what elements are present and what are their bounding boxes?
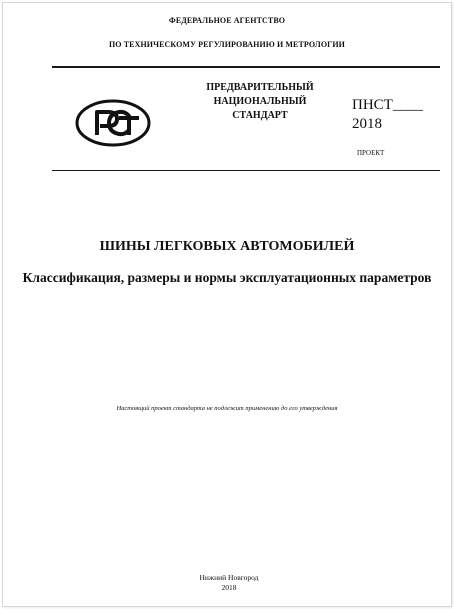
agency-name-line-1: ФЕДЕРАЛЬНОЕ АГЕНТСТВО: [168, 16, 286, 25]
standard-year: 2018: [352, 116, 382, 132]
publication-place: [0, 573, 454, 593]
document-subtitle: Классификация, размеры и нормы эксплуатационных параметров: [22, 270, 432, 285]
publication-city: Нижний Новгород: [199, 573, 259, 582]
publication-year: 2018: [221, 583, 237, 592]
draft-label: ПРОЕКТ: [357, 149, 385, 157]
approval-notice: Настоящий проект стандарта не подлежит применению до его утверждения: [116, 405, 338, 412]
standard-type-line-2: НАЦИОНАЛЬНЫЙ: [213, 96, 307, 107]
standard-type-line-1: ПРЕДВАРИТЕЛЬНЫЙ: [206, 82, 314, 93]
standard-type-line-3: СТАНДАРТ: [232, 110, 288, 121]
document-title: ШИНЫ ЛЕГКОВЫХ АВТОМОБИЛЕЙ: [99, 239, 355, 254]
rst-logo-icon: [75, 99, 151, 147]
header-bottom-divider: [52, 170, 440, 171]
standard-type: [190, 81, 330, 123]
agency-name-line-2: ПО ТЕХНИЧЕСКОМУ РЕГУЛИРОВАНИЮ И МЕТРОЛОГИИ: [108, 40, 346, 49]
header-divider: [52, 66, 440, 68]
standard-code: ПНСТ____: [352, 97, 423, 113]
